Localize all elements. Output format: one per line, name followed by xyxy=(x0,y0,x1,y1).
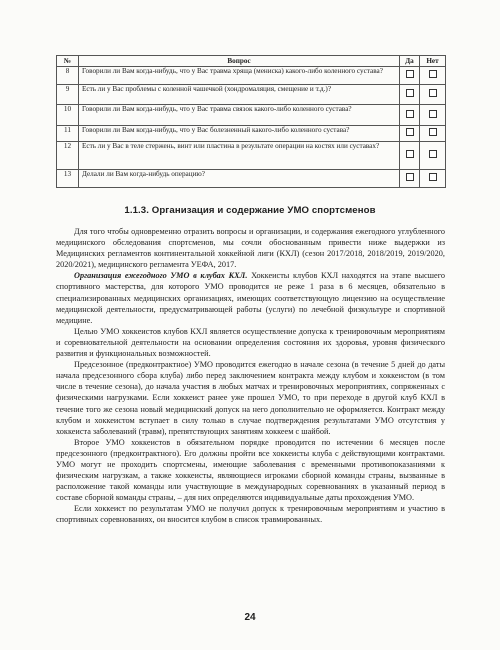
section-title: 1.1.3. Организация и содержание УМО спортсменов xyxy=(124,205,376,216)
no-cell xyxy=(420,85,446,105)
row-question: Есть ли у Вас в теле стержень, винт или пластина в результате операции на костях или суставах? xyxy=(79,142,400,170)
table-row xyxy=(57,142,446,170)
page-number: 24 xyxy=(244,612,256,623)
paragraph-lead: Организация ежегодного УМО в клубах КХЛ. xyxy=(74,271,248,281)
no-checkbox[interactable] xyxy=(429,150,437,158)
no-cell xyxy=(420,126,446,142)
row-question: Говорили ли Вам когда-нибудь, что у Вас болезненный какого-либо коленного сустава? xyxy=(79,126,400,142)
questionnaire-table xyxy=(56,55,446,188)
row-number: 8 xyxy=(57,67,79,85)
row-question: Есть ли у Вас проблемы с коленной чашечкой (хондромаляция, смещение и т.д.)? xyxy=(79,85,400,105)
paragraph: Целью УМО хоккеистов клубов КХЛ является осуществление допуска к тренировочным мероприятиям и соревновательной деятельности на основании определения состояния их здоровья, уровня физического развития и функциональных возможностей. xyxy=(56,326,445,359)
no-checkbox[interactable] xyxy=(429,89,437,97)
table-row xyxy=(57,105,446,126)
paragraph: Предсезонное (предконтрактное) УМО проводится ежегодно в начале сезона (в течение 5 дней до даты начала предсезонного сбора клуба) либо перед заключением контракта между клубом и хоккеистом (в том числе в течение сезона), до начала участия в любых матчах и тренировочных мероприятиях, сопряженных с физическими нагрузками. Если хоккеист ранее уже прошел УМО, то при переходе в другой клуб КХЛ в течение того же сезона новый медицинский допуск на него дополнительно не оформляется. Контракт между клубом и хоккеистом вступает в силу только в случае подтверждения результатами УМО отсутствия у хоккеиста заболеваний (травм), препятствующих занятиям хоккеем с шайбой. xyxy=(56,360,445,436)
header-number: № xyxy=(57,56,79,67)
body-text xyxy=(56,226,445,526)
no-cell xyxy=(420,170,446,188)
yes-checkbox[interactable] xyxy=(406,70,414,78)
no-cell xyxy=(420,142,446,170)
table-row xyxy=(57,85,446,105)
yes-cell xyxy=(400,142,420,170)
yes-checkbox[interactable] xyxy=(406,128,414,136)
paragraph: Для того чтобы одновременно отразить вопросы и организации, и содержания ежегодного углубленного медицинского обследования спортсменов, мы сочли обоснованным привести ниже выдержки из Медицинских регламентов континентальной хоккейной лиги (КХЛ) (сезон 2017/2018, 2018/2019, 2019/2020, 2020/2021), медицинского регламента УЕФА, 2017. xyxy=(56,227,445,270)
no-cell xyxy=(420,105,446,126)
table-row xyxy=(57,126,446,142)
paragraph: Если хоккеист по результатам УМО не получил допуск к тренировочным мероприятиям и участию в спортивных соревнованиях, он вносится клубом в список травмированных. xyxy=(56,504,445,525)
row-number: 12 xyxy=(57,142,79,170)
row-number: 9 xyxy=(57,85,79,105)
yes-cell xyxy=(400,105,420,126)
no-checkbox[interactable] xyxy=(429,110,437,118)
row-question: Говорили ли Вам когда-нибудь, что у Вас травма связок какого-либо коленного сустава? xyxy=(79,105,400,126)
no-checkbox[interactable] xyxy=(429,70,437,78)
table-row xyxy=(57,67,446,85)
yes-cell xyxy=(400,126,420,142)
header-yes: Да xyxy=(400,56,420,67)
yes-cell xyxy=(400,170,420,188)
header-no: Нет xyxy=(420,56,446,67)
yes-checkbox[interactable] xyxy=(406,150,414,158)
header-question: Вопрос xyxy=(79,56,400,67)
paragraph xyxy=(56,270,445,325)
no-checkbox[interactable] xyxy=(429,173,437,181)
row-question: Говорили ли Вам когда-нибудь, что у Вас травма хряща (мениска) какого-либо коленного сустава? xyxy=(79,67,400,85)
row-number: 13 xyxy=(57,170,79,188)
yes-checkbox[interactable] xyxy=(406,173,414,181)
paragraph: Второе УМО хоккеистов в обязательном порядке проводится по истечении 6 месяцев после предсезонного (предконтрактного). Его должны пройти все хоккеисты клуба с действующими контрактами. УМО могут не проходить спортсмены, имеющие заболевания с временными противопоказаниями к физическим нагрузкам, а также хоккеисты, являющиеся игроками сборной команды страны, вызванные в расположение такой команды или участвующие в международных соревнованиях в указанный период в составе сборной команды страны, – для них определяются индивидуальные даты прохождения УМО. xyxy=(56,437,445,503)
yes-checkbox[interactable] xyxy=(406,89,414,97)
table-header-row xyxy=(57,56,446,67)
yes-cell xyxy=(400,67,420,85)
paragraph-text: Хоккеисты клубов КХЛ находятся на этапе высшего спортивного мастерства, для которого УМО проводится не реже 1 раза в 6 месяцев, обязательно в специализированных медицинских организациях, имеющих соответствующую лицензию на осуществление медицинской деятельности, предусматривающей работы (услуги) по лечебной физкультуре и спортивной медицине. xyxy=(56,271,445,325)
yes-checkbox[interactable] xyxy=(406,110,414,118)
no-checkbox[interactable] xyxy=(429,128,437,136)
row-number: 11 xyxy=(57,126,79,142)
no-cell xyxy=(420,67,446,85)
table-row xyxy=(57,170,446,188)
yes-cell xyxy=(400,85,420,105)
row-number: 10 xyxy=(57,105,79,126)
row-question: Делали ли Вам когда-нибудь операцию? xyxy=(79,170,400,188)
